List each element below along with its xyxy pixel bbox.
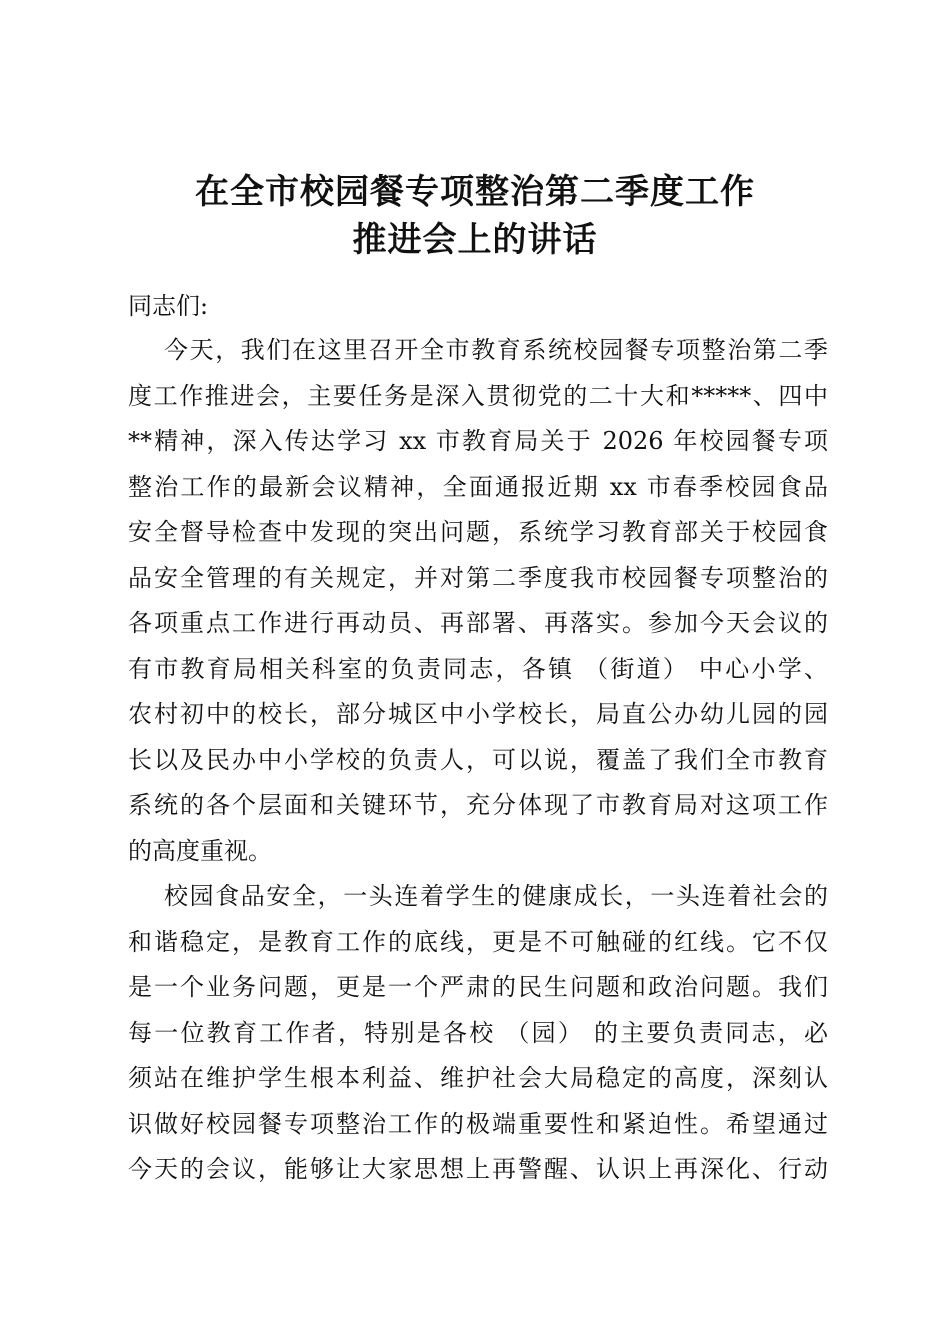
paragraph-2-line: 识做好校园餐专项整治工作的极端重要性和紧迫性。希望通过 [128, 1109, 828, 1138]
document-title [0, 168, 950, 264]
paragraph-1-line: 安全督导检查中发现的突出问题，系统学习教育部关于校园食 [128, 518, 828, 546]
paragraph-1-line: 系统的各个层面和关键环节，充分体现了市教育局对这项工作 [128, 791, 828, 819]
paragraph-2-line: 今天的会议，能够让大家思想上再警醒、认识上再深化、行动 [128, 1155, 828, 1183]
paragraph-1-line: 的高度重视。 [128, 836, 272, 865]
paragraph-2-line: 须站在维护学生根本利益、维护社会大局稳定的高度，深刻认 [128, 1064, 828, 1092]
salutation: 同志们: [128, 292, 209, 320]
paragraph-1-line: 有市教育局相关科室的负责同志，各镇 （街道） 中心小学、 [128, 654, 828, 683]
paragraph-2-line: 每一位教育工作者，特别是各校 （园） 的主要负责同志，必 [128, 1018, 828, 1047]
title-line-2: 推进会上的讲话 [352, 220, 598, 260]
paragraph-1-line: 今天，我们在这里召开全市教育系统校园餐专项整治第二季 [164, 336, 828, 364]
paragraph-2-line: 和谐稳定，是教育工作的底线，更是不可触碰的红线。它不仅 [128, 927, 828, 956]
paragraph-1-line: 长以及民办中小学校的负责人，可以说，覆盖了我们全市教育 [128, 745, 828, 774]
title-line-1: 在全市校园餐专项整治第二季度工作 [195, 172, 755, 212]
paragraph-1-line: **精神，深入传达学习 xx 市教育局关于 2026 年校园餐专项 [128, 427, 828, 455]
paragraph-1-line: 农村初中的校长，部分城区中小学校长，局直公办幼儿园的园 [128, 700, 828, 728]
paragraph-1-line: 各项重点工作进行再动员、再部署、再落实。参加今天会议的 [128, 609, 828, 637]
paragraph-1-line: 度工作推进会，主要任务是深入贯彻党的二十大和*****、四中 [128, 381, 828, 410]
paragraph-1-line: 整治工作的最新会议精神，全面通报近期 xx 市春季校园食品 [128, 472, 828, 501]
body-text [128, 328, 828, 1193]
paragraph-1-line: 品安全管理的有关规定，并对第二季度我市校园餐专项整治的 [128, 563, 828, 592]
paragraph-2-line: 校园食品安全，一头连着学生的健康成长，一头连着社会的 [164, 882, 828, 910]
paragraph-2-line: 是一个业务问题，更是一个严肃的民生问题和政治问题。我们 [128, 973, 828, 1001]
